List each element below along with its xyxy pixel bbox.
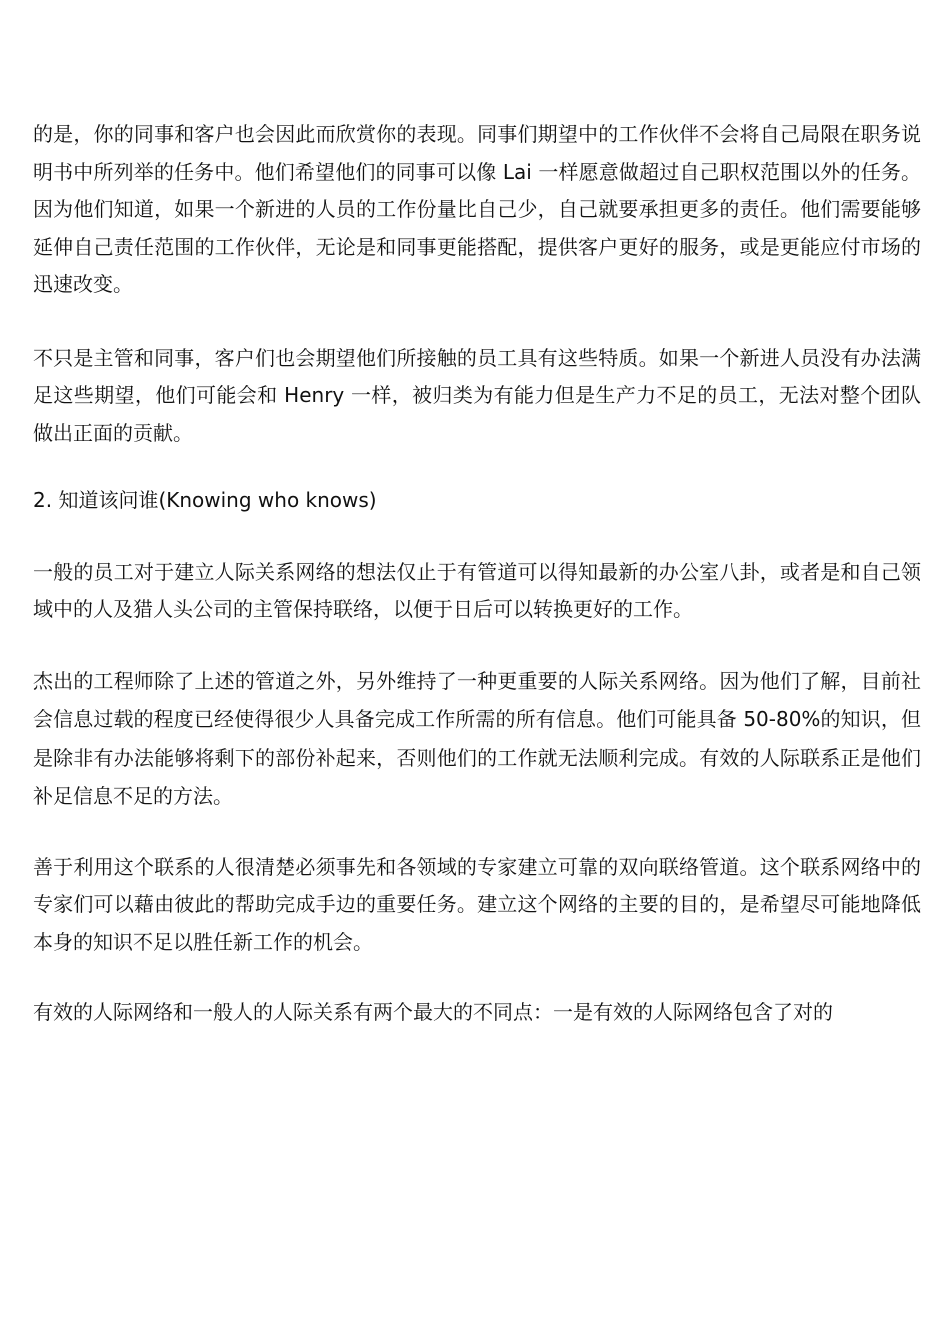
paragraph-ordinary-network: 一般的员工对于建立人际关系网络的想法仅止于有管道可以得知最新的办公室八卦，或者是和自己领域中的人及猎人头公司的主管保持联络，以便于日后可以转换更好的工作。	[33, 559, 921, 621]
section-heading-knowing-who-knows: 2. 知道该问谁(Knowing who knows)	[33, 488, 377, 512]
paragraph-network-differences: 有效的人际网络和一般人的人际关系有两个最大的不同点：一是有效的人际网络包含了对的	[33, 1000, 833, 1024]
paragraph-expert-network: 善于利用这个联系的人很清楚必须事先和各领域的专家建立可靠的双向联络管道。这个联系网络中的专家们可以藉由彼此的帮助完成手边的重要任务。建立这个网络的主要的目的，是希望尽可能地降低本身的知识不足以胜任新工作的机会。	[33, 854, 921, 954]
paragraph-coworker-expectations: 的是，你的同事和客户也会因此而欣赏你的表现。同事们期望中的工作伙伴不会将自己局限在职务说明书中所列举的任务中。他们希望他们的同事可以像 Lai 一样愿意做超过自己职权范围以外的任务。因为他们知道，如果一个新进的人员的工作份量比自己少，自己就要承担更多的责任。他们需要能够延伸自己责任范围的工作伙伴，无论是和同事更能搭配，提供客户更好的服务，或是更能应付市场的迅速改变。	[33, 122, 921, 296]
paragraph-customer-expectations: 不只是主管和同事，客户们也会期望他们所接触的员工具有这些特质。如果一个新进人员没有办法满足这些期望，他们可能会和 Henry 一样，被归类为有能力但是生产力不足的员工，无法对整个团队做出正面的贡献。	[33, 345, 921, 445]
document-page	[33, 116, 921, 1032]
paragraph-outstanding-engineers: 杰出的工程师除了上述的管道之外，另外维持了一种更重要的人际关系网络。因为他们了解，目前社会信息过载的程度已经使得很少人具备完成工作所需的所有信息。他们可能具备 50-80%的知识，但是除非有办法能够将剩下的部份补起来，否则他们的工作就无法顺利完成。有效的人际联系正是他们补足信息不足的方法。	[33, 668, 921, 808]
